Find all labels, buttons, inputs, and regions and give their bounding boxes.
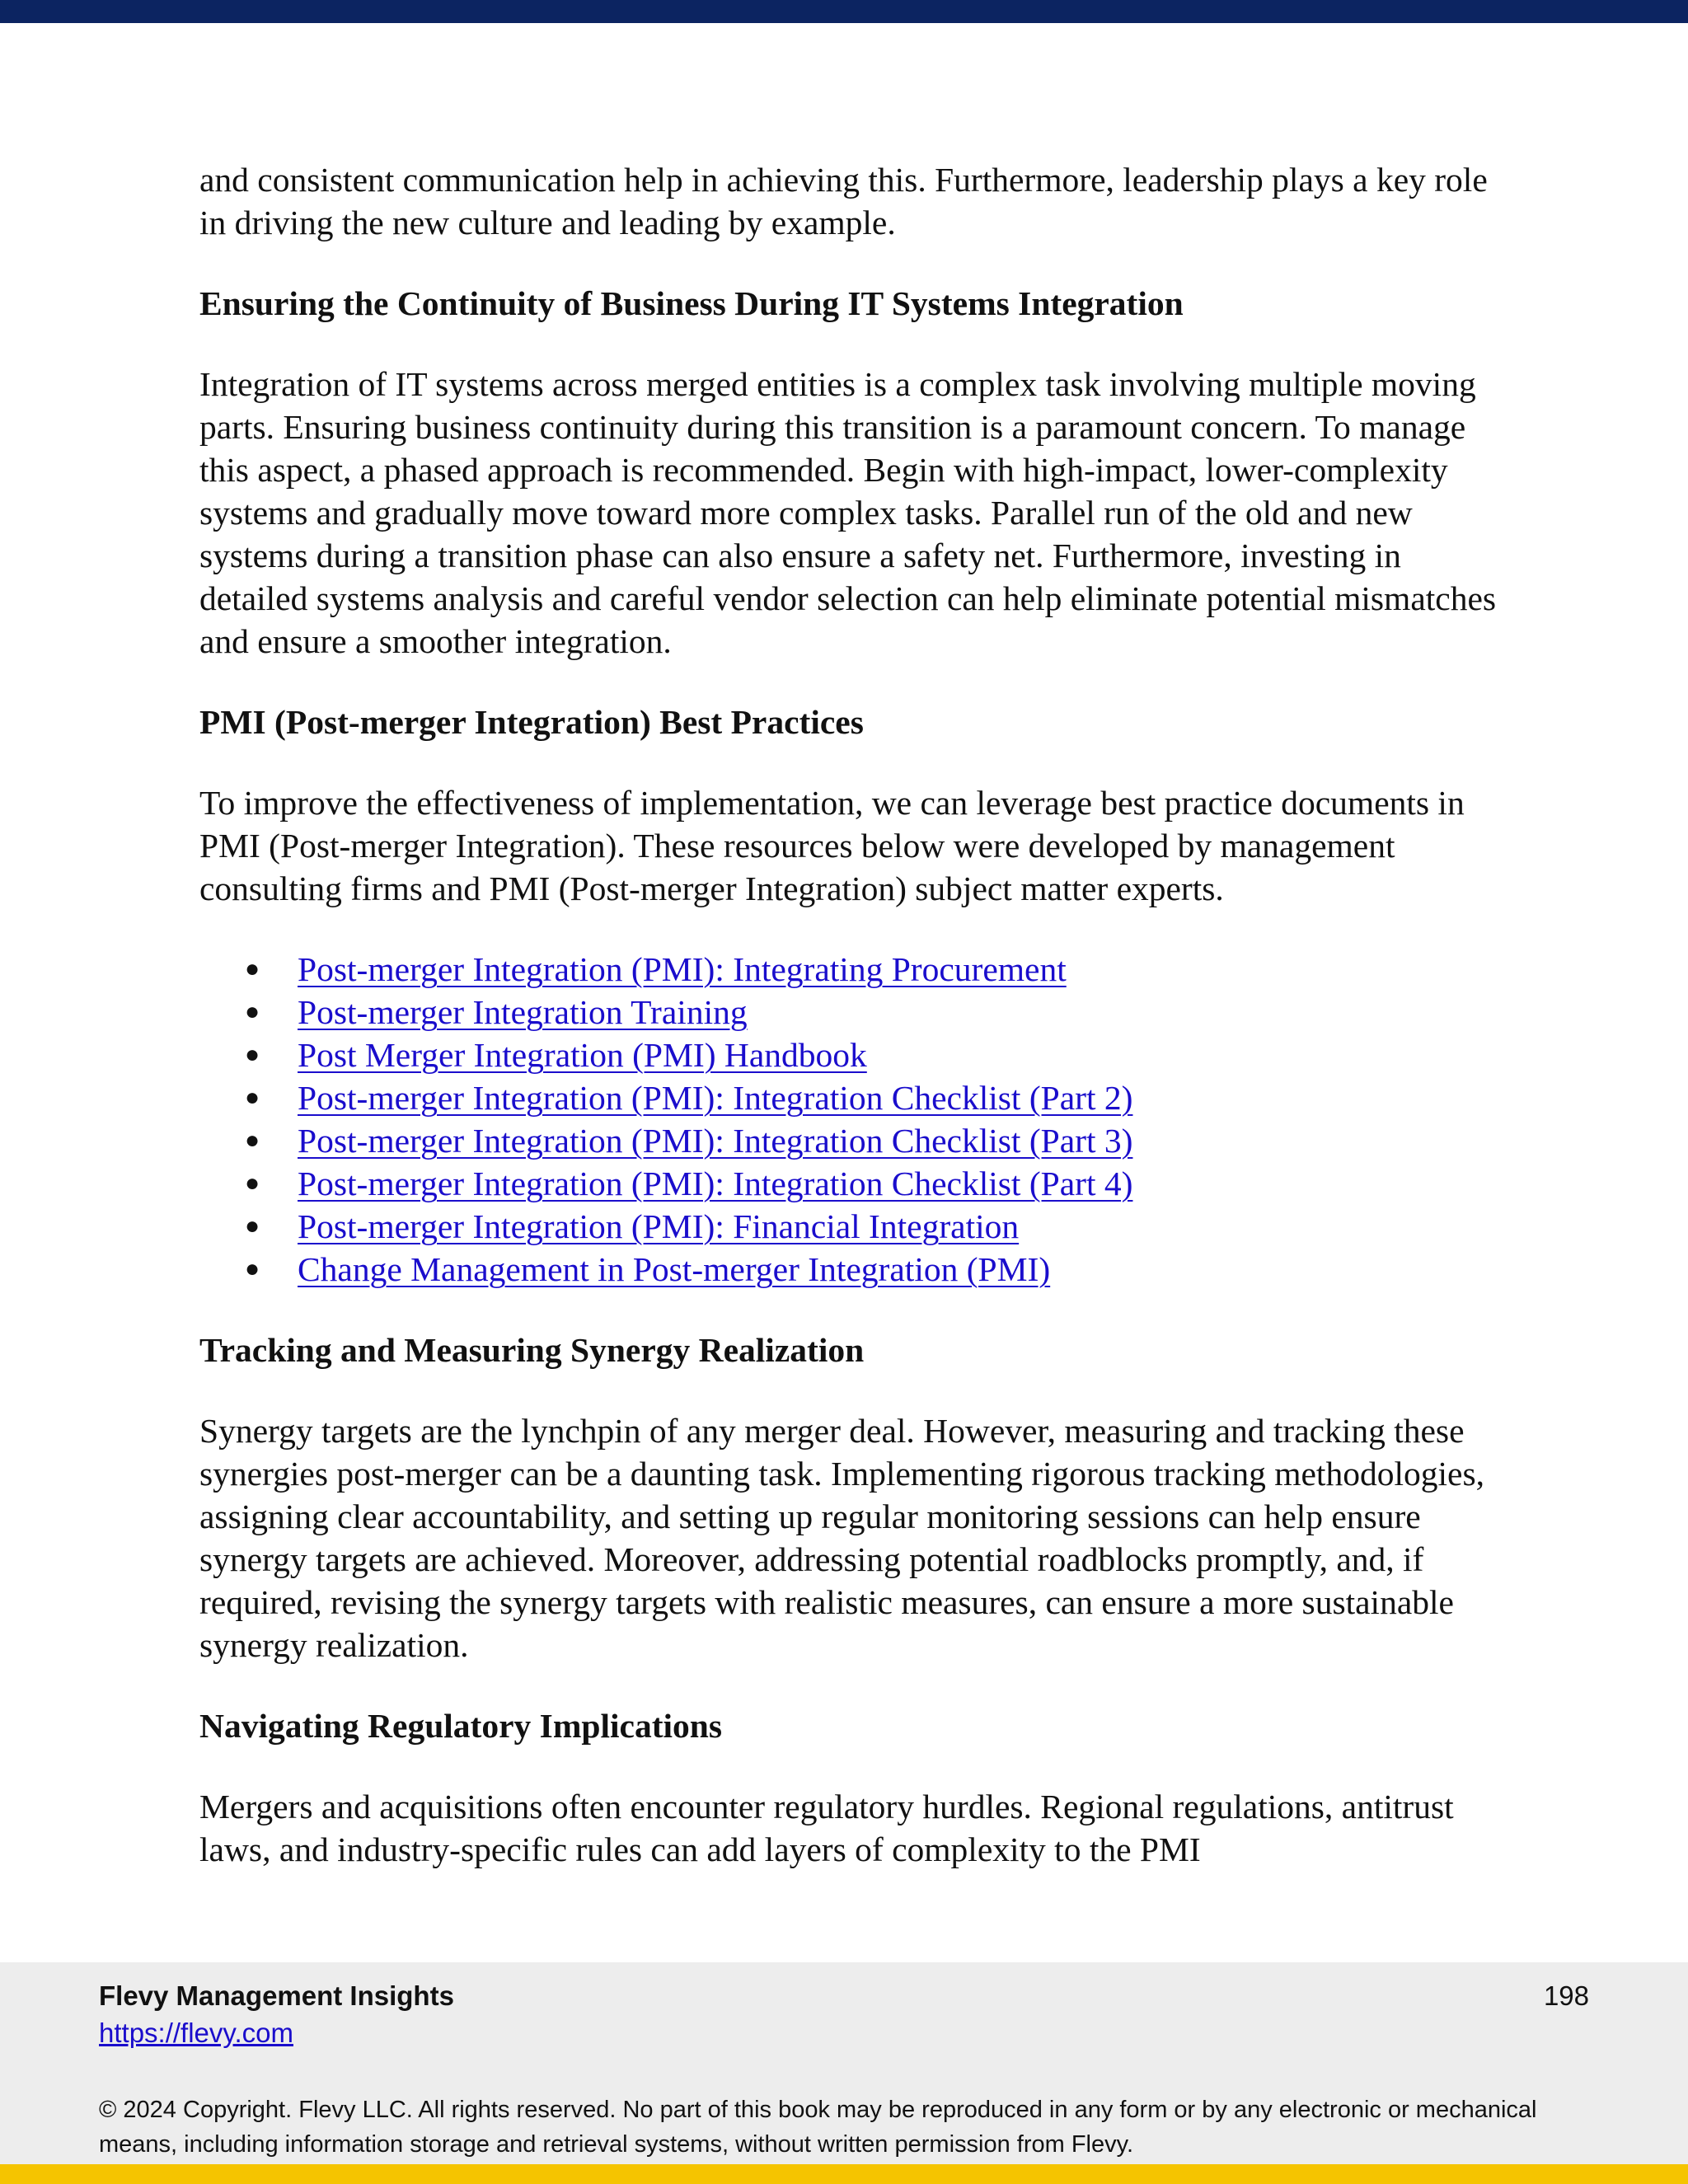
- resource-link[interactable]: Post-merger Integration (PMI): Integrating Procurement: [298, 950, 1067, 988]
- bullet-icon: ●: [245, 1084, 260, 1111]
- bullet-icon: ●: [245, 1169, 260, 1197]
- bullet-icon: ●: [245, 1127, 260, 1154]
- page-footer: [0, 1962, 1688, 2164]
- list-item: [199, 991, 1502, 1033]
- section-body-regulatory: Mergers and acquisitions often encounter regulatory hurdles. Regional regulations, antitrust laws, and industry-specific rules can add layers of complexity to the PMI: [199, 1788, 1454, 1868]
- section-body-it-integration: Integration of IT systems across merged entities is a complex task involving multiple moving parts. Ensuring business continuity during this transition is a paramount concern. To manage this aspect, a phased approach is recommended. Begin with high-impact, lower-complexity systems and gradually move toward more complex tasks. Parallel run of the old and new systems during a transition phase can also ensure a safety net. Furthermore, investing in detailed systems analysis and careful vendor selection can help eliminate potential mismatches and ensure a smoother integration.: [199, 365, 1497, 660]
- intro-paragraph: and consistent communication help in achieving this. Furthermore, leadership plays a key role in driving the new culture and leading by example.: [199, 161, 1488, 241]
- bullet-icon: ●: [245, 998, 260, 1025]
- bullet-icon: ●: [245, 955, 260, 982]
- resource-link[interactable]: Post Merger Integration (PMI) Handbook: [298, 1036, 867, 1074]
- bullet-icon: ●: [245, 1041, 260, 1068]
- footer-url-link[interactable]: https://flevy.com: [99, 2018, 293, 2048]
- resource-link-list: [199, 948, 1502, 1291]
- resource-link[interactable]: Change Management in Post-merger Integration (PMI): [298, 1250, 1051, 1288]
- copyright-notice: © 2024 Copyright. Flevy LLC. All rights reserved. No part of this book may be reproduced in any form or by any electronic or mechanical means, including information storage and retrieval systems, without written permission from Flevy.: [99, 2097, 1537, 2158]
- list-item: [199, 1205, 1502, 1248]
- resource-link[interactable]: Post-merger Integration (PMI): Integration Checklist (Part 4): [298, 1165, 1133, 1202]
- bullet-icon: ●: [245, 1212, 260, 1240]
- top-accent-bar: [0, 0, 1688, 23]
- document-body: [199, 158, 1502, 1909]
- page-number: 198: [1543, 1980, 1589, 2011]
- list-item: [199, 948, 1502, 991]
- bullet-icon: ●: [245, 1255, 260, 1282]
- section-body-pmi-best-practices: To improve the effectiveness of implementation, we can leverage best practice documents in PMI (Post-merger Integration). These resources below were developed by management consulting firms and PMI (Post-merger Integration) subject matter experts.: [199, 784, 1465, 907]
- section-heading-pmi-best-practices: PMI (Post-merger Integration) Best Practices: [199, 703, 864, 741]
- resource-link[interactable]: Post-merger Integration (PMI): Financial Integration: [298, 1207, 1020, 1245]
- section-heading-synergy: Tracking and Measuring Synergy Realization: [199, 1331, 865, 1369]
- bottom-accent-bar: [0, 2164, 1688, 2184]
- resource-link[interactable]: Post-merger Integration (PMI): Integration Checklist (Part 2): [298, 1079, 1133, 1117]
- footer-brand: Flevy Management Insights: [99, 1980, 454, 2011]
- section-body-synergy: Synergy targets are the lynchpin of any merger deal. However, measuring and tracking these synergies post-merger can be a daunting task. Implementing rigorous tracking methodologies, assigning clear accountability, and setting up regular monitoring sessions can help ensure synergy targets are achieved. Moreover, addressing potential roadblocks promptly, and, if required, revising the synergy targets with realistic measures, can ensure a more sustainable synergy realization.: [199, 1412, 1484, 1664]
- resource-link[interactable]: Post-merger Integration Training: [298, 993, 748, 1031]
- list-item: [199, 1119, 1502, 1162]
- list-item: [199, 1076, 1502, 1119]
- section-heading-it-integration: Ensuring the Continuity of Business During IT Systems Integration: [199, 284, 1184, 322]
- list-item: [199, 1248, 1502, 1291]
- resource-link[interactable]: Post-merger Integration (PMI): Integration Checklist (Part 3): [298, 1122, 1133, 1160]
- section-heading-regulatory: Navigating Regulatory Implications: [199, 1707, 723, 1745]
- list-item: [199, 1033, 1502, 1076]
- list-item: [199, 1162, 1502, 1205]
